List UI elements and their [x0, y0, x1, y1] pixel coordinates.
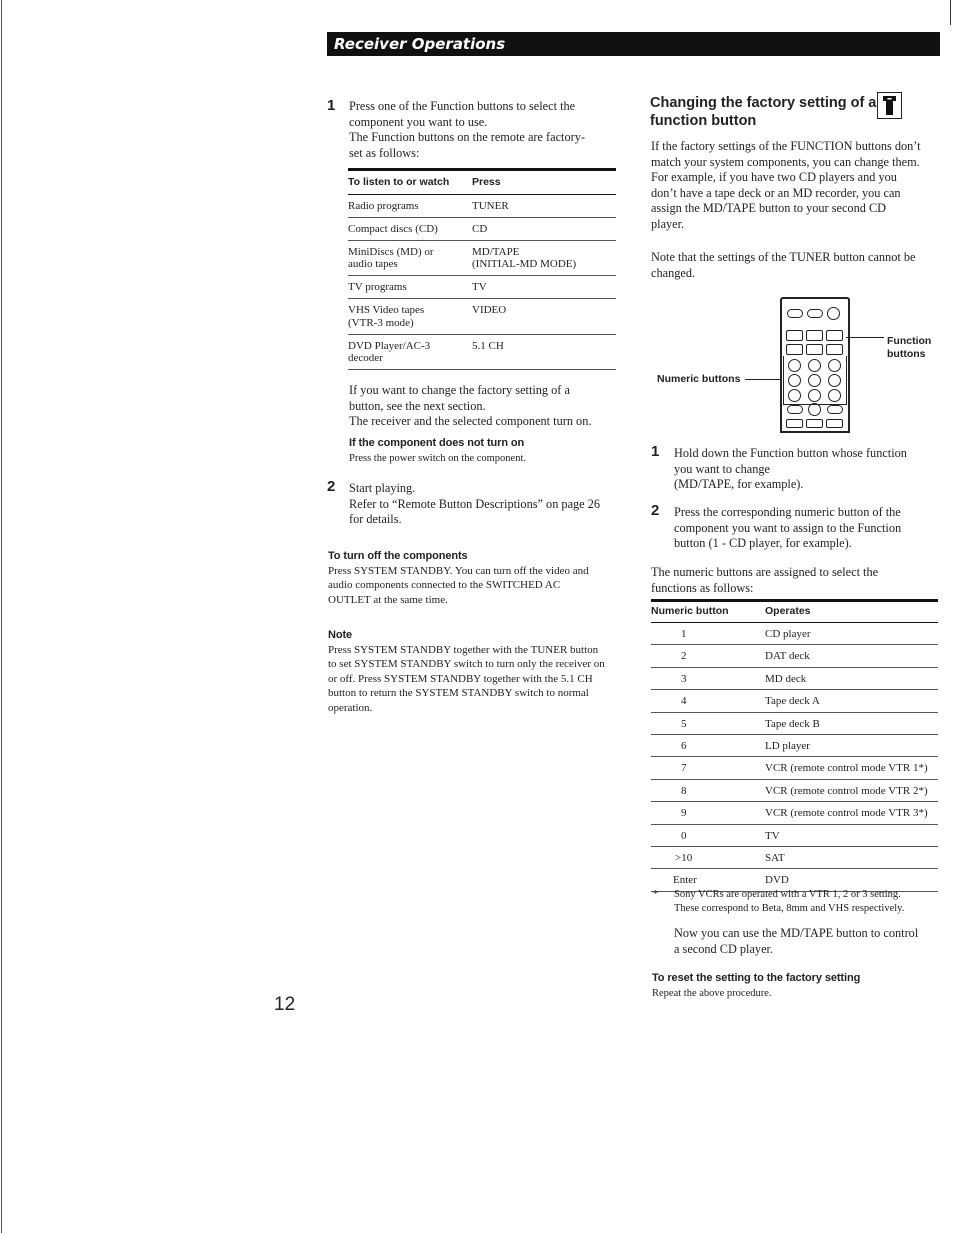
table-row	[348, 298, 616, 334]
remote-icon	[877, 92, 902, 119]
page-edge-line	[950, 0, 951, 25]
not-turn-on-heading: If the component does not turn on	[349, 437, 525, 449]
step-1-line: set as follows:	[349, 145, 420, 160]
table-cell	[348, 195, 472, 218]
function-button	[806, 344, 823, 355]
turn-off-text	[328, 564, 628, 607]
table-cell	[472, 334, 616, 370]
page-number: 12	[274, 994, 296, 1015]
table-cell	[348, 276, 472, 299]
footnote-text	[674, 888, 954, 917]
table-cell	[472, 298, 616, 334]
step-line: you want to change	[674, 461, 770, 476]
table-cell	[472, 276, 616, 299]
text-line: Note that the settings of the TUNER button cannot be	[651, 250, 916, 264]
text-line: or off. Press SYSTEM STANDBY together with the 5.1 CH	[328, 672, 593, 685]
table-cell: >10	[651, 846, 765, 868]
table-cell: Enter	[651, 869, 765, 891]
function-button	[786, 330, 803, 341]
step-2-text	[349, 481, 639, 528]
table-cell: 0	[651, 824, 765, 846]
text-line: player.	[651, 216, 685, 231]
table-cell: VCR (remote control mode VTR 2*)	[765, 779, 938, 801]
numeric-leader-line	[745, 379, 781, 380]
right-step-1-number: 1	[651, 443, 660, 460]
text-line: Sony VCRs are operated with a VTR 1, 2 or 3 setting.	[674, 889, 901, 900]
step-line: Press the corresponding numeric button of the	[674, 505, 901, 519]
text-line: If you want to change the factory setting of a	[349, 383, 570, 397]
table-cell: DVD	[765, 869, 938, 891]
text-line: The receiver and the selected component turn on.	[349, 414, 592, 429]
table-cell: 1	[651, 623, 765, 645]
function-button	[786, 344, 803, 355]
table-cell: LD player	[765, 734, 938, 756]
remote-oval-button	[807, 309, 823, 318]
text-line: match your system components, you can change them.	[651, 154, 920, 169]
table-cell: DAT deck	[765, 645, 938, 667]
text-line: audio components connected to the SWITCHED AC	[328, 579, 561, 592]
step-line: (MD/TAPE, for example).	[674, 477, 804, 492]
column-header: Press	[472, 170, 616, 195]
table-row	[651, 667, 938, 689]
function-button	[826, 344, 843, 355]
table-row	[651, 802, 938, 824]
step-1-line: The Function buttons on the remote are factory-	[349, 130, 585, 145]
table-cell: 7	[651, 757, 765, 779]
table-row	[651, 734, 938, 756]
numeric-button	[827, 405, 843, 414]
text-line: Press SYSTEM STANDBY. You can turn off the video and	[328, 565, 589, 577]
text-line: button, see the next section.	[349, 398, 486, 413]
text-line: assign the MD/TAPE button to your second CD	[651, 201, 887, 216]
step-1-line: component you want to use.	[349, 114, 488, 129]
table-cell	[472, 195, 616, 218]
table-cell: CD player	[765, 623, 938, 645]
step-1-text	[349, 99, 629, 161]
table-row	[651, 690, 938, 712]
section-title	[650, 94, 880, 130]
table-row	[348, 240, 616, 276]
cell-line: (VTR-3 mode)	[348, 316, 414, 329]
cell-line: TUNER	[472, 200, 509, 212]
remote-rect-button	[806, 419, 823, 428]
table-cell: Tape deck B	[765, 712, 938, 734]
note-heading: Note	[328, 629, 353, 641]
page-edge-line	[1, 0, 2, 1233]
function-buttons-label	[887, 335, 931, 361]
cell-line: VHS Video tapes	[348, 303, 425, 316]
cell-line: (INITIAL-MD MODE)	[472, 258, 577, 271]
table-row	[348, 195, 616, 218]
text-line: Now you can use the MD/TAPE button to control	[674, 926, 919, 940]
cell-line: Radio programs	[348, 200, 419, 212]
right-step-1-text	[674, 446, 944, 493]
numeric-intro	[651, 565, 941, 596]
text-line: button to return the SYSTEM STANDBY switch to normal	[328, 687, 589, 700]
table-cell	[348, 240, 472, 276]
table-cell: 8	[651, 779, 765, 801]
text-line: operation.	[328, 701, 373, 714]
remote-oval-button	[787, 309, 803, 318]
table-cell	[472, 217, 616, 240]
table-row	[651, 846, 938, 868]
numeric-button	[787, 405, 803, 414]
table-row	[651, 623, 938, 645]
text-line: a second CD player.	[674, 941, 774, 956]
table-row	[651, 824, 938, 846]
remote-round-button	[827, 307, 840, 320]
column-header: Numeric button	[651, 601, 765, 623]
text-line: If the factory settings of the FUNCTION buttons don’t	[651, 139, 921, 153]
right-step-2-text	[674, 505, 944, 552]
table-cell: 3	[651, 667, 765, 689]
cell-line: CD	[472, 222, 488, 235]
reset-heading: To reset the setting to the factory setting	[652, 972, 861, 984]
table-row	[348, 276, 616, 299]
function-leader-line	[846, 337, 884, 338]
numeric-button-table	[651, 599, 938, 892]
table-row	[651, 712, 938, 734]
step-1-line: Press one of the Function buttons to select the	[349, 99, 576, 113]
step-2-line: Refer to “Remote Button Descriptions” on page 26	[349, 496, 600, 511]
table-cell: 2	[651, 645, 765, 667]
table-cell: 5	[651, 712, 765, 734]
column-header: To listen to or watch	[348, 170, 472, 195]
section-title-line: Changing the factory setting of a	[650, 95, 877, 111]
text-line: changed.	[651, 265, 696, 280]
cell-line: decoder	[348, 352, 383, 365]
step-line: Hold down the Function button whose function	[674, 446, 907, 460]
label-line: Function	[887, 335, 932, 347]
table-header-row	[651, 601, 938, 623]
cell-line: TV programs	[348, 281, 407, 294]
table-cell: VCR (remote control mode VTR 1*)	[765, 757, 938, 779]
text-line: OUTLET at the same time.	[328, 593, 448, 606]
remote-rect-button	[826, 419, 843, 428]
table-cell	[348, 217, 472, 240]
table-header-row	[348, 170, 616, 195]
table-cell: 6	[651, 734, 765, 756]
text-line: don’t have a tape deck or an MD recorder, you can	[651, 185, 901, 200]
text-line: functions as follows:	[651, 580, 754, 595]
cell-line: Compact discs (CD)	[348, 222, 438, 235]
cell-line: audio tapes	[348, 258, 398, 271]
intro-text	[651, 139, 941, 233]
cell-line: DVD Player/AC-3	[348, 339, 431, 352]
table-cell: VCR (remote control mode VTR 3*)	[765, 802, 938, 824]
text-line: Press SYSTEM STANDBY together with the TUNER button	[328, 644, 599, 656]
table-row	[348, 334, 616, 370]
table-cell	[348, 334, 472, 370]
cell-line: 5.1 CH	[472, 339, 504, 352]
cell-line: MD/TAPE	[472, 245, 520, 258]
table-row	[651, 779, 938, 801]
not-turn-on-text: Press the power switch on the component.	[349, 453, 527, 464]
footnote-mark: *	[653, 889, 659, 900]
table-cell: MD deck	[765, 667, 938, 689]
step-2-number: 2	[327, 478, 336, 495]
reset-text: Repeat the above procedure.	[652, 988, 772, 999]
text-line: to set SYSTEM STANDBY switch to turn only the receiver on	[328, 658, 605, 671]
table-row	[651, 645, 938, 667]
column-header: Operates	[765, 601, 938, 623]
step-line: button (1 - CD player, for example).	[674, 536, 852, 551]
table-row	[348, 217, 616, 240]
right-step-2-number: 2	[651, 502, 660, 519]
table-row	[651, 757, 938, 779]
table-cell: 4	[651, 690, 765, 712]
tuner-note	[651, 250, 941, 281]
cell-line: VIDEO	[472, 303, 507, 316]
table-cell: 9	[651, 802, 765, 824]
table-cell	[348, 298, 472, 334]
text-line: For example, if you have two CD players and you	[651, 170, 897, 185]
remote-rect-button	[786, 419, 803, 428]
table-cell: Tape deck A	[765, 690, 938, 712]
step-2-line: for details.	[349, 512, 402, 527]
table-cell	[472, 240, 616, 276]
after-table-text	[349, 383, 639, 430]
cell-line: MiniDiscs (MD) or	[348, 245, 434, 258]
table-cell: TV	[765, 824, 938, 846]
numeric-group-bracket	[783, 356, 847, 405]
listen-watch-table	[348, 168, 616, 370]
turn-off-heading: To turn off the components	[328, 550, 468, 562]
section-header-title: Receiver Operations	[334, 35, 506, 53]
conclusion-text	[674, 926, 944, 957]
label-line: buttons	[887, 348, 926, 360]
cell-line: TV	[472, 281, 487, 294]
note-text	[328, 643, 628, 715]
function-button	[826, 330, 843, 341]
text-line: The numeric buttons are assigned to select the	[651, 565, 879, 579]
section-title-line: function button	[650, 113, 757, 129]
step-line: component you want to assign to the Function	[674, 520, 902, 535]
step-1-number: 1	[327, 97, 336, 114]
text-line: These correspond to Beta, 8mm and VHS respectively.	[674, 903, 905, 915]
table-cell: SAT	[765, 846, 938, 868]
numeric-buttons-label: Numeric buttons	[657, 373, 741, 385]
step-2-line: Start playing.	[349, 481, 416, 495]
function-button	[806, 330, 823, 341]
